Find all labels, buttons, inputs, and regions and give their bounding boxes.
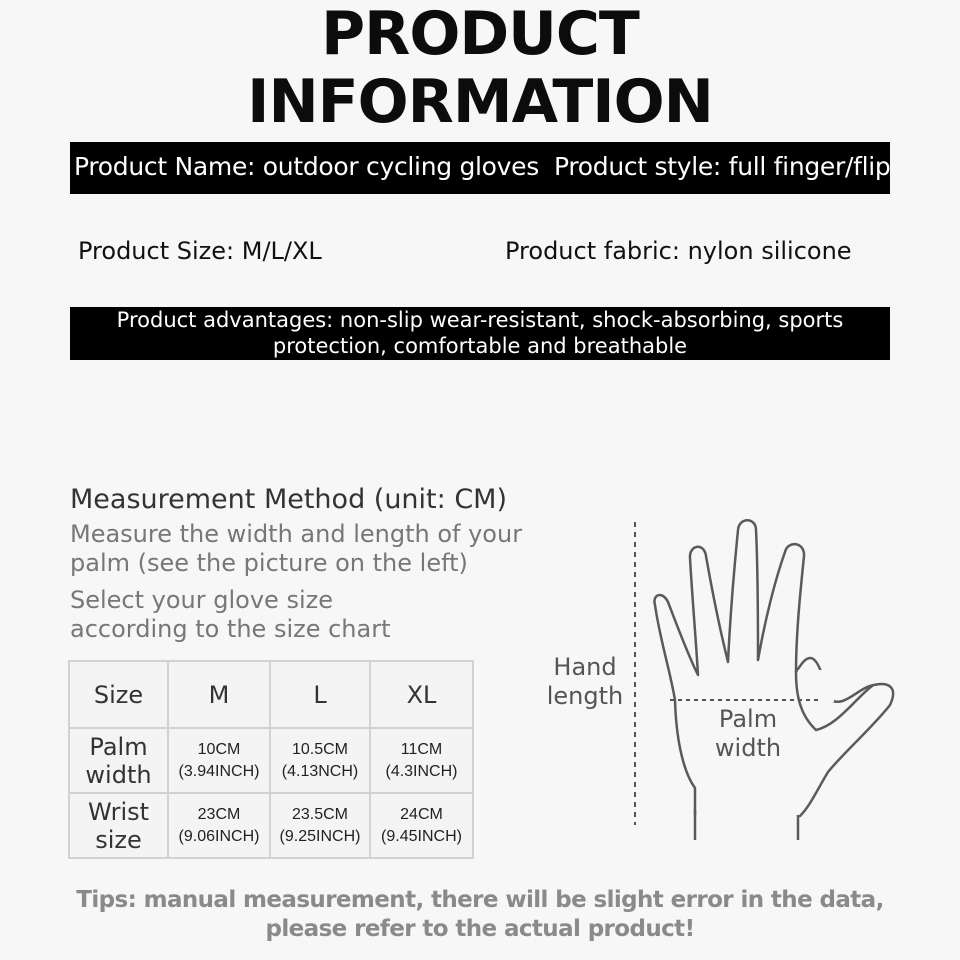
hand-outline — [654, 520, 893, 816]
table-cell — [370, 793, 473, 858]
palm-width-line-1: Palm — [718, 705, 778, 733]
size-selection-instructions — [70, 586, 391, 644]
cell-cm: 10CM — [197, 740, 241, 758]
name-style-banner — [70, 142, 890, 194]
header-l: L — [270, 661, 370, 728]
cell-inch: (9.45INCH) — [381, 827, 462, 845]
tips-line-2: please refer to the actual product! — [265, 916, 695, 942]
row-label-line: size — [95, 825, 142, 854]
tips-note — [0, 886, 960, 944]
row-label-line: Palm — [89, 732, 148, 761]
product-name: Product Name: outdoor cycling gloves — [74, 152, 539, 181]
header-size: Size — [69, 661, 168, 728]
cell-inch: (4.13NCH) — [281, 762, 359, 780]
advantages-line-1: Product advantages: non-slip wear-resistant, shock-absorbing, sports — [116, 308, 844, 332]
header-m: M — [168, 661, 270, 728]
title-line-1: PRODUCT — [321, 0, 639, 69]
instruction-line-2: palm (see the picture on the left) — [70, 549, 468, 577]
product-style: Product style: full finger/flip — [554, 152, 891, 181]
hand-length-line-1: Hand — [553, 653, 617, 681]
instruction-line-3: Select your glove size — [70, 586, 333, 614]
table-cell — [168, 728, 270, 793]
advantages-banner — [70, 307, 890, 360]
row-label-line: width — [85, 760, 152, 789]
cell-inch: (9.25INCH) — [279, 827, 361, 845]
table-cell — [168, 793, 270, 858]
palm-width-label — [708, 705, 788, 763]
table-header-row — [69, 661, 473, 728]
hand-length-label — [545, 653, 625, 711]
cell-cm: 24CM — [400, 805, 443, 823]
cell-inch: (3.94INCH) — [178, 762, 260, 780]
header-xl: XL — [370, 661, 473, 728]
measurement-instructions — [70, 520, 522, 578]
tips-line-1: Tips: manual measurement, there will be slight error in the data, — [76, 887, 884, 913]
hand-outline-icon — [620, 510, 910, 840]
table-row — [69, 793, 473, 858]
row-label-line: Wrist — [87, 797, 150, 826]
row-label-palm-width — [69, 728, 168, 793]
cell-cm: 23.5CM — [291, 805, 349, 823]
palm-width-line-2: width — [714, 734, 782, 762]
table-cell — [270, 793, 370, 858]
cell-cm: 11CM — [400, 740, 443, 758]
instruction-line-1: Measure the width and length of your — [70, 520, 523, 548]
instruction-line-4: according to the size chart — [70, 615, 391, 643]
cell-cm: 23CM — [197, 805, 241, 823]
measurement-title: Measurement Method (unit: CM) — [70, 484, 507, 515]
product-fabric: Product fabric: nylon silicone — [505, 237, 852, 265]
thumb-outline — [798, 670, 834, 702]
size-chart-table — [68, 660, 474, 859]
cell-inch: (9.06INCH) — [178, 827, 260, 845]
product-size: Product Size: M/L/XL — [78, 237, 322, 265]
advantages-line-2: protection, comfortable and breathable — [272, 334, 688, 358]
title-line-2: INFORMATION — [247, 67, 713, 137]
row-label-wrist-size — [69, 793, 168, 858]
cell-cm: 10.5CM — [291, 740, 349, 758]
table-row — [69, 728, 473, 793]
hand-length-line-2: length — [546, 682, 624, 710]
table-cell — [270, 728, 370, 793]
cell-inch: (4.3INCH) — [385, 762, 458, 780]
table-cell — [370, 728, 473, 793]
